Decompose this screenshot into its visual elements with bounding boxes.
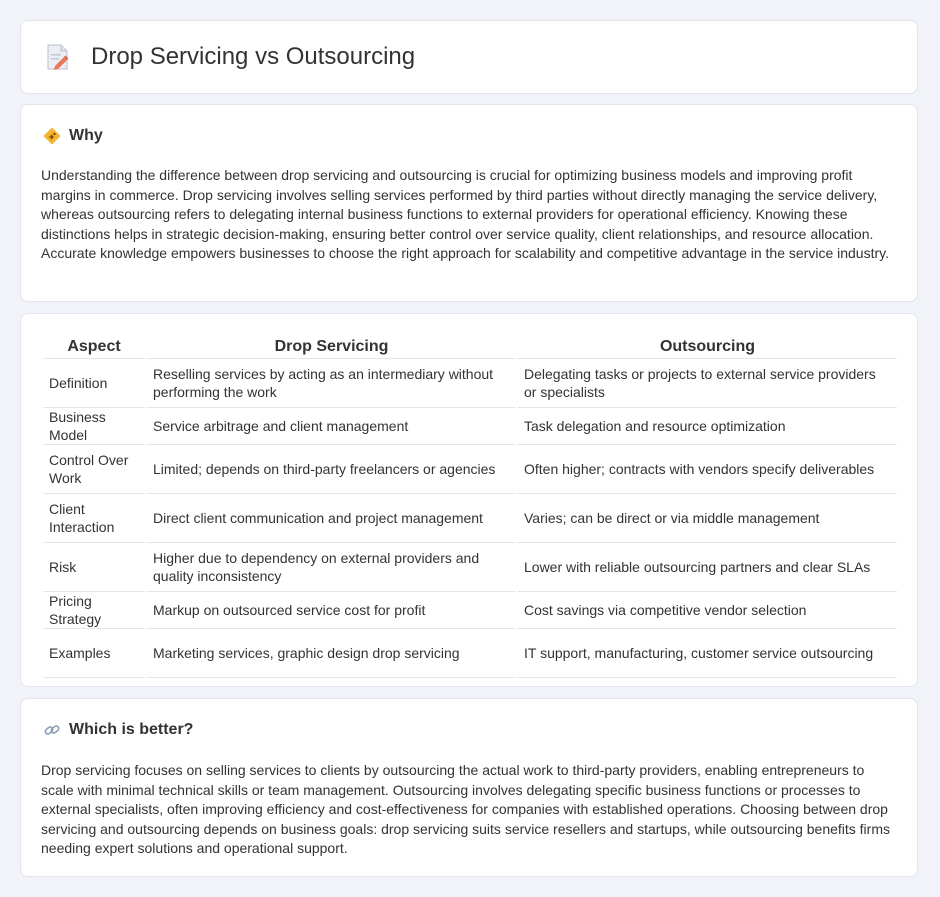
better-paragraph: Drop servicing focuses on selling services to clients by outsourcing the actual work to third-party providers, enabling entrepreneurs to scale with minimal technical skills or team management. Outsourcing involves delegating specific business functions or processes to external specialists, often improving efficiency and cost-effectiveness for companies with established operations. Choosing between drop servicing and outsourcing depends on business goals: drop servicing suits service resellers and startups, while outsourcing benefits firms needing expert solutions and operational support. — [41, 762, 890, 856]
cell-drop: Reselling services by acting as an intermediary without performing the work — [147, 359, 516, 408]
header-outsourcing: Outsourcing — [518, 336, 897, 359]
table-row — [43, 543, 897, 592]
cell-out: Varies; can be direct or via middle management — [518, 494, 897, 543]
cell-out: Delegating tasks or projects to external service providers or specialists — [518, 359, 897, 408]
cell-aspect: Definition — [43, 359, 145, 408]
cell-out: Often higher; contracts with vendors specify deliverables — [518, 445, 897, 494]
page-title: Drop Servicing vs Outsourcing — [91, 43, 416, 70]
table-row — [43, 592, 897, 629]
cell-out: Lower with reliable outsourcing partners and clear SLAs — [518, 543, 897, 592]
table-row — [43, 629, 897, 678]
cell-out: IT support, manufacturing, customer service outsourcing — [518, 629, 897, 678]
why-card — [20, 104, 918, 302]
comparison-table — [41, 336, 899, 678]
cell-drop: Direct client communication and project management — [147, 494, 516, 543]
document-edit-icon — [45, 43, 71, 71]
table-row — [43, 445, 897, 494]
cell-drop: Marketing services, graphic design drop servicing — [147, 629, 516, 678]
diamond-signpost-icon — [43, 127, 61, 145]
header-card — [20, 20, 918, 94]
cell-aspect: Pricing Strategy — [43, 592, 145, 629]
cell-aspect: Client Interaction — [43, 494, 145, 543]
cell-drop: Service arbitrage and client management — [147, 408, 516, 445]
header-drop-servicing: Drop Servicing — [147, 336, 516, 359]
better-heading: Which is better? — [69, 721, 194, 738]
table-row — [43, 359, 897, 408]
cell-aspect: Business Model — [43, 408, 145, 445]
table-row — [43, 408, 897, 445]
why-paragraph: Understanding the difference between drop servicing and outsourcing is crucial for optimizing business models and improving profit margins in commerce. Drop servicing involves selling services performed by third parties without directly managing the service delivery, whereas outsourcing refers to delegating internal business functions to external providers for operational efficiency. Knowing these distinctions helps in strategic decision-making, ensuring better control over service quality, client relationships, and resource allocation. Accurate knowledge empowers businesses to choose the right approach for scalability and competitive advantage in the service industry. — [41, 167, 889, 261]
cell-drop: Markup on outsourced service cost for profit — [147, 592, 516, 629]
title-row — [45, 43, 415, 71]
table-header-row — [43, 336, 897, 359]
cell-out: Task delegation and resource optimization — [518, 408, 897, 445]
cell-drop: Limited; depends on third-party freelancers or agencies — [147, 445, 516, 494]
cell-drop: Higher due to dependency on external providers and quality inconsistency — [147, 543, 516, 592]
cell-aspect: Control Over Work — [43, 445, 145, 494]
comparison-card — [20, 313, 918, 687]
better-heading-row — [43, 721, 193, 739]
cell-aspect: Risk — [43, 543, 145, 592]
cell-out: Cost savings via competitive vendor selection — [518, 592, 897, 629]
why-heading-row — [43, 127, 103, 145]
why-heading: Why — [69, 127, 103, 144]
cell-aspect: Examples — [43, 629, 145, 678]
better-card — [20, 698, 918, 877]
header-aspect: Aspect — [43, 336, 145, 359]
table-row — [43, 494, 897, 543]
link-icon — [43, 721, 61, 739]
